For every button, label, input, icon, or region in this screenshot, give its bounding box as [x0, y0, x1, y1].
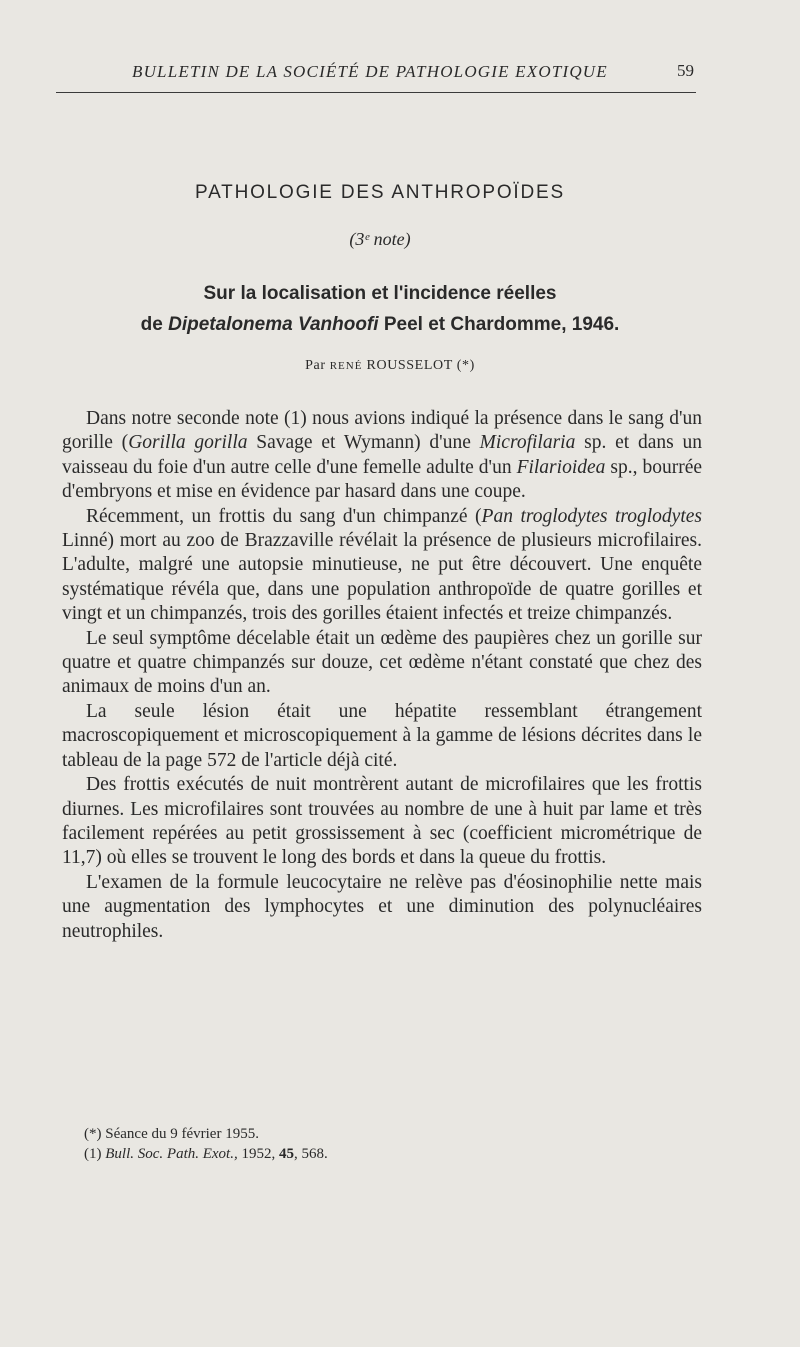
footnote-2: [84, 1144, 644, 1164]
text-run: Savage et Wymann) d'une: [247, 432, 480, 454]
citation-pages: , 568.: [293, 1146, 328, 1162]
text-run: Linné) mort au zoo de Brazzaville révélait la présence de plusieurs microfilaires. L'adulte, malgré une autopsie minutieuse, ne put être découvert. Une enquête systématique révéla que, dans une population anthropoïde de quatre gorilles et vingt et un chimpanzés, trois des gorilles étaient infectés et treize chimpanzés.: [62, 530, 702, 625]
genus-name: Microfilaria: [479, 432, 576, 454]
author-first-name: RENÉ: [329, 360, 363, 372]
byline: [0, 358, 780, 374]
paragraph-2: [62, 505, 702, 627]
paragraph-4: La seule lésion était une hépatite ressemblant étrangement macroscopiquement et microscopiquement à la gamme de lésions décrites dans le tableau de la page 572 de l'article déjà cité.: [62, 700, 702, 771]
running-header: [56, 58, 696, 93]
citation-year: 1952,: [237, 1146, 279, 1162]
section-title: PATHOLOGIE DES ANTHROPOÏDES: [195, 182, 565, 203]
footnote-marker: (*): [452, 358, 475, 373]
byline-prefix: Par: [305, 358, 330, 373]
note-number: (3ᵉ note): [349, 229, 411, 249]
article-title-line-2: [0, 309, 760, 340]
title-prefix: de: [140, 314, 169, 335]
text-run: Récemment, un frottis du sang d'un chimpanzé (: [86, 505, 482, 527]
species-name: Dipetalonema Vanhoofi: [168, 314, 379, 335]
author-last-name: ROUSSELOT: [362, 358, 453, 373]
footnotes: [84, 1124, 644, 1164]
article-body: [62, 407, 702, 944]
paragraph-1: [62, 407, 702, 505]
text-run: sp., bourrée d'embryons et mise en évidence par hasard dans une coupe.: [62, 456, 702, 503]
footnote-text: Séance du 9 février 1955.: [101, 1126, 259, 1142]
footnote-marker: (1): [84, 1146, 102, 1162]
page-number: 59: [677, 61, 694, 80]
title-authority: Peel et Chardomme, 1946.: [378, 314, 620, 335]
article-title-line-1: Sur la localisation et l'incidence réelles: [203, 283, 557, 304]
footnote-marker: (*): [84, 1126, 102, 1142]
paragraph-3: Le seul symptôme décelable était un œdème des paupières chez un gorille sur quatre et quatre chimpanzés sur douze, cet œdème n'étant constaté que chez des animaux de moins d'un an.: [62, 627, 702, 698]
footnote-1: [84, 1124, 644, 1144]
species-name: Gorilla gorilla: [128, 432, 248, 454]
species-name: Pan troglodytes troglodytes: [481, 505, 702, 527]
taxon-name: Filarioidea: [516, 456, 606, 478]
paragraph-5: Des frottis exécutés de nuit montrèrent autant de microfilaires que les frottis diurnes. Les microfilaires sont trouvées au nombre de une à huit par lame et très facilement repérées au petit grossissement à sec (coefficient micrométrique de 11,7) où elles se trouvent le long des bords et dans la queue du frottis.: [62, 774, 702, 869]
paragraph-6: L'examen de la formule leucocytaire ne relève pas d'éosinophilie nette mais une augmentation des lymphocytes et une diminution des polynucléaires neutrophiles.: [62, 871, 702, 942]
citation-volume: 45: [278, 1146, 294, 1162]
article-title: [0, 278, 760, 340]
journal-name: BULLETIN DE LA SOCIÉTÉ DE PATHOLOGIE EXOTIQUE: [132, 62, 608, 81]
citation-source: Bull. Soc. Path. Exot.,: [101, 1146, 238, 1162]
text-run: Dans notre seconde note (1) nous avions indiqué la présence dans le sang d'un gorille (: [62, 408, 702, 454]
text-run: sp. et dans un vaisseau du foie d'un autre celle d'une femelle adulte d'un: [62, 432, 702, 478]
